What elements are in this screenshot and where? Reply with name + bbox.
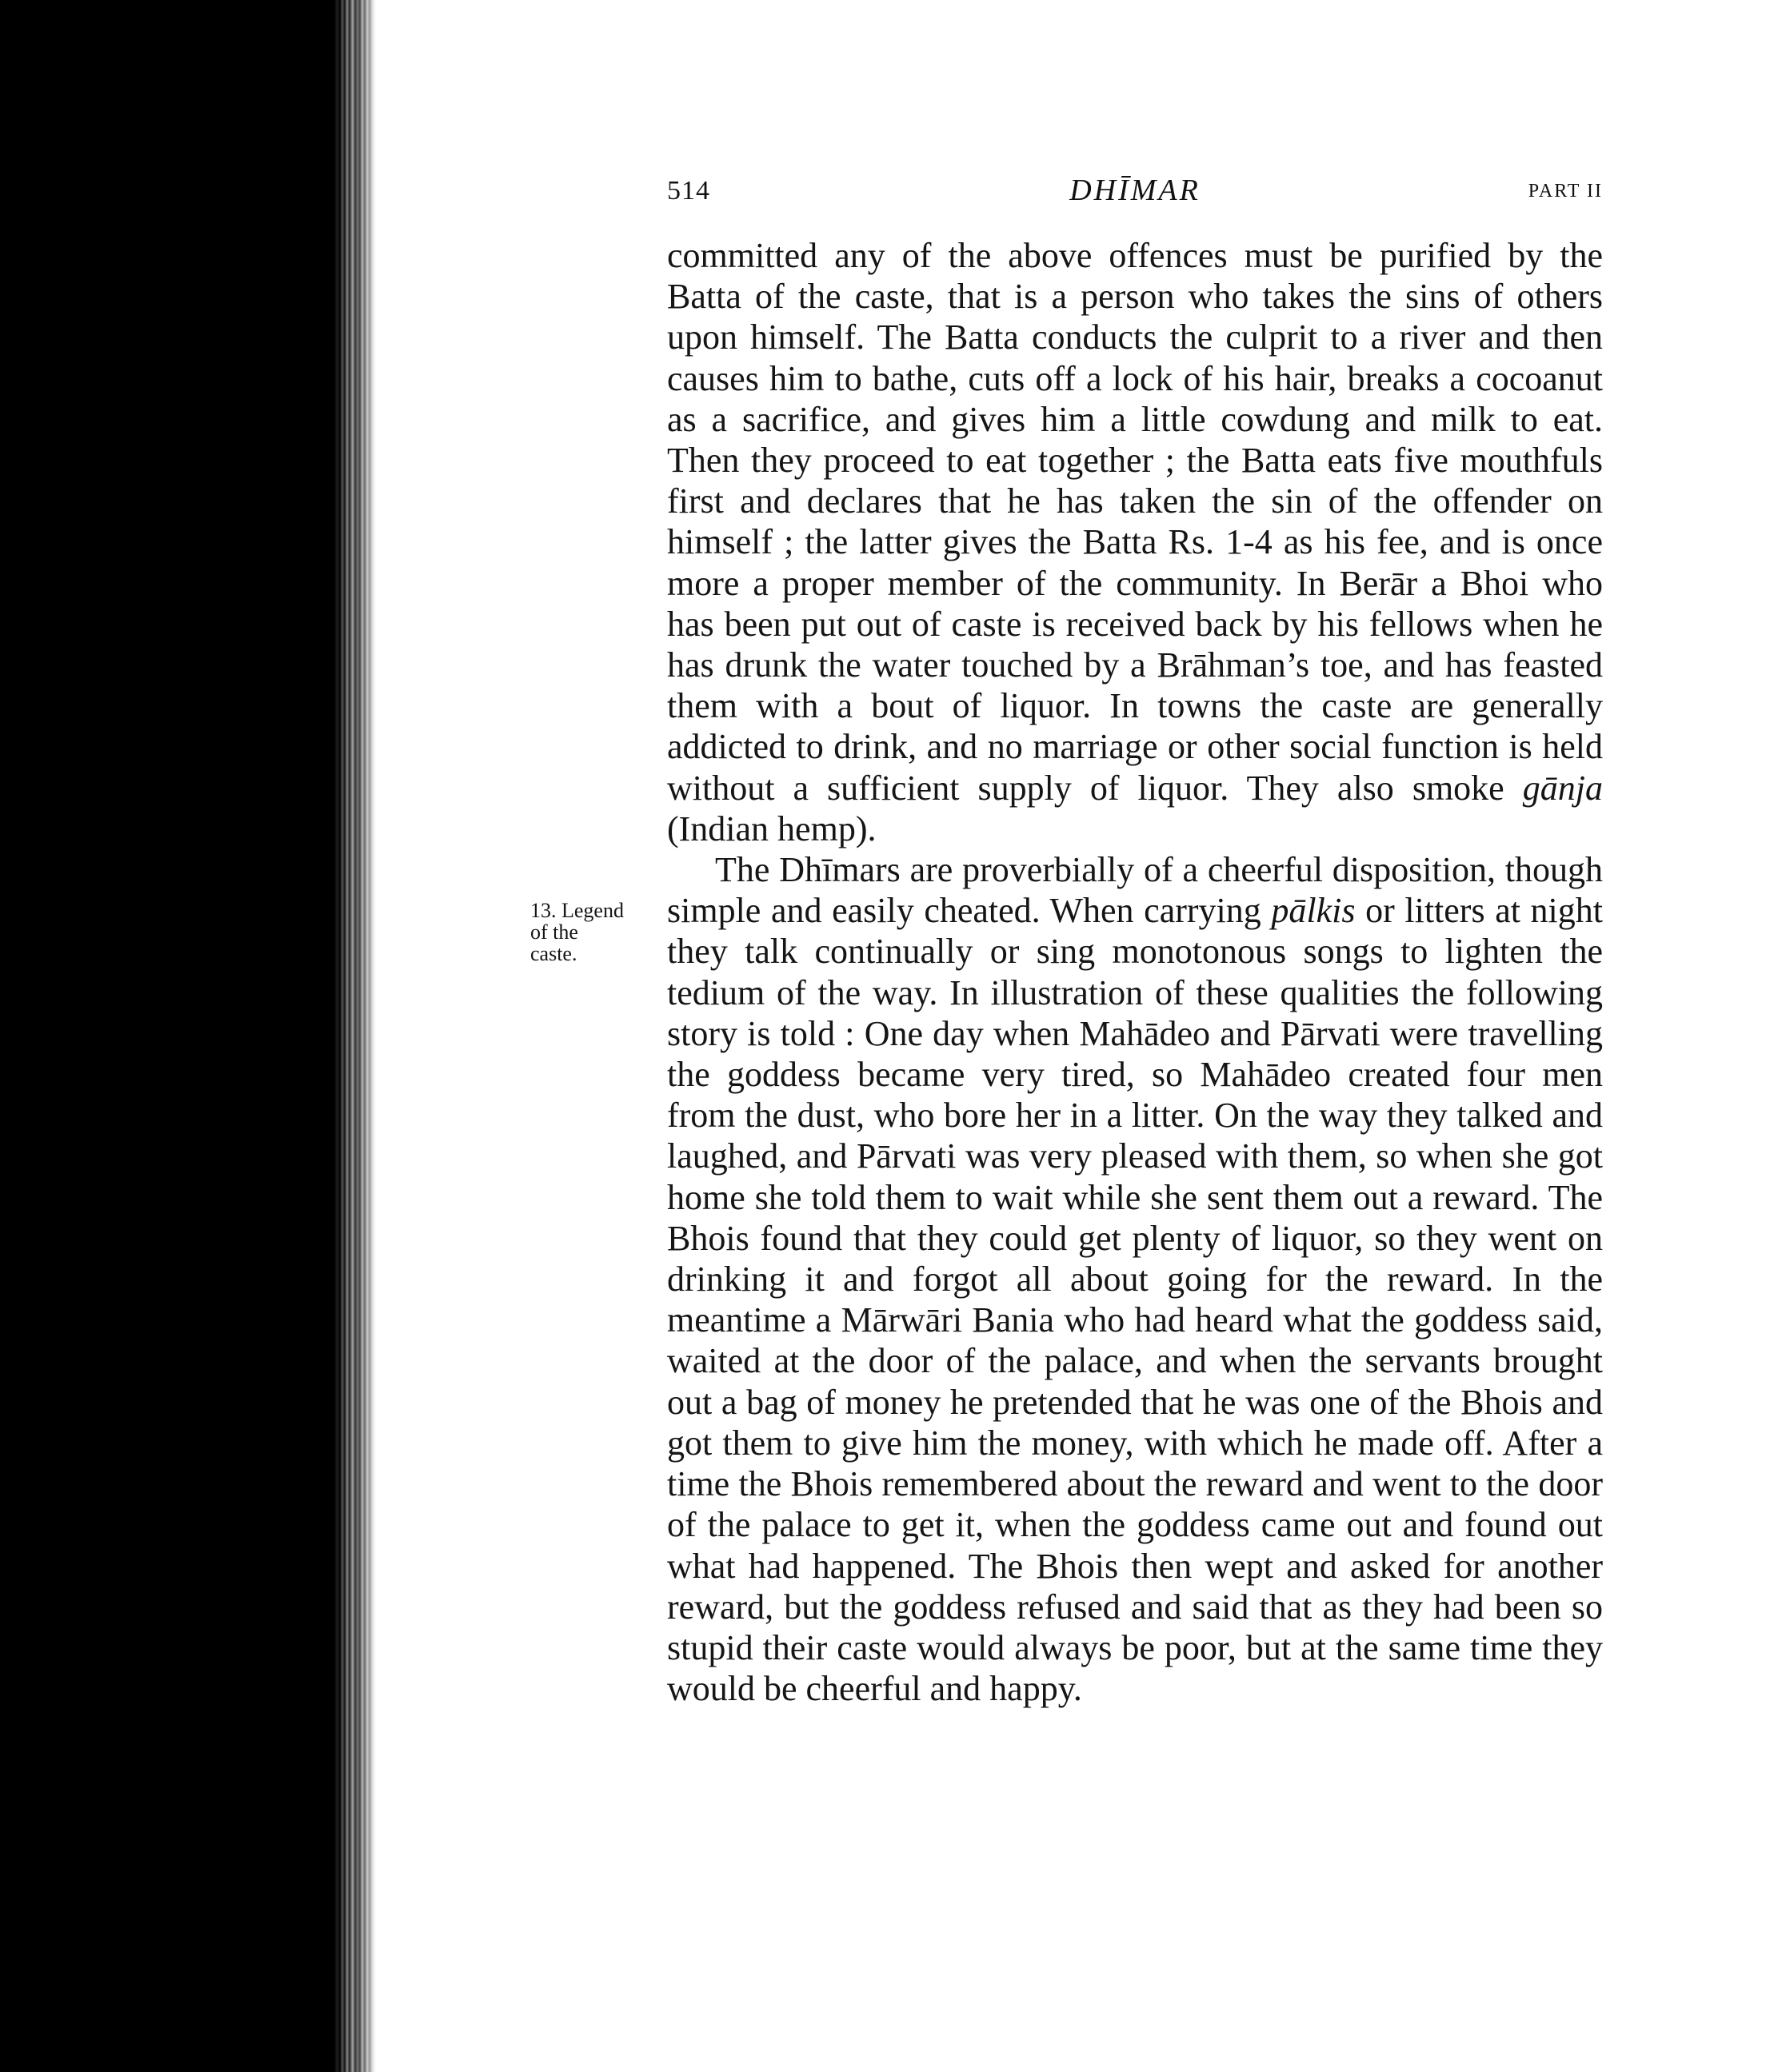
term-palkis: pālkis xyxy=(1271,891,1356,931)
running-head xyxy=(667,168,1603,216)
marginal-note-line2: of the xyxy=(530,920,578,944)
scan-gutter xyxy=(0,0,334,2072)
part-label: PART II xyxy=(1528,181,1603,202)
book-page xyxy=(667,168,1603,1709)
paragraph-offences-text: committed any of the above offences must be purified by the Batta of the caste, that is a person who takes the sins of others upon himself. The Batta conducts the culprit to a river and then causes him to bathe, cuts off a lock of his hair, breaks a cocoanut as a sacrifice, and gives him a little cowdung and milk to eat. Then they proceed to eat together ; the Batta eats five mouthfuls first and declares that he has taken the sin of the offender on himself ; the latter gives the Batta Rs. 1-4 as his fee, and is once more a proper member of the community. In Berār a Bhoi who has been put out of caste is received back by his fellows when he has drunk the water touched by a Brāhman’s toe, and has feasted them with a bout of liquor. In towns the caste are generally addicted to drink, and no marriage or other social function is held without a sufficient supply of liquor. They also smoke xyxy=(667,236,1603,808)
page-number: 514 xyxy=(667,176,710,206)
paragraph-offences xyxy=(667,235,1603,849)
marginal-note-line3: caste. xyxy=(530,942,577,965)
paragraph-legend xyxy=(667,849,1603,1709)
body-text xyxy=(667,235,1603,1709)
paragraph-legend-part1: The Dhīmars are proverbially of a cheerful disposition, though simple and easily cheated. When carrying xyxy=(667,850,1603,931)
marginal-note-line1: 13. Legend xyxy=(530,899,624,922)
scan-gutter-edge xyxy=(334,0,376,2072)
term-ganja: gānja xyxy=(1522,768,1603,808)
marginal-note xyxy=(530,900,658,964)
paragraph-legend-part2: or litters at night they talk continually or sing monotonous songs to lighten the tedium of the way. In illustration of these qualities the following story is told : One day when Mahādeo and Pārvati were travelling the goddess became very tired, so Mahādeo created four men from the dust, who bore her in a litter. On the way they talked and laughed, and Pārvati was very pleased with them, so when she got home she told them to wait while she sent them out a reward. The Bhois found that they could get plenty of liquor, so they went on drinking it and forgot all about going for the reward. In the meantime a Mārwāri Bania who had heard what the goddess said, waited at the door of the palace, and when the servants brought out a bag of money he pretended that he was one of the Bhois and got them to give him the money, with which he made off. After a time the Bhois remembered about the reward and went to the door of the palace to get it, when the goddess came out and found out what had happened. The Bhois then wept and asked for another reward, but the goddess refused and said that as they had been so stupid their caste would always be poor, but at the same time they would be cheerful and happy. xyxy=(667,891,1604,1709)
paragraph-offences-ending: (Indian hemp). xyxy=(667,808,877,848)
running-title: DHĪMAR xyxy=(1069,174,1201,207)
